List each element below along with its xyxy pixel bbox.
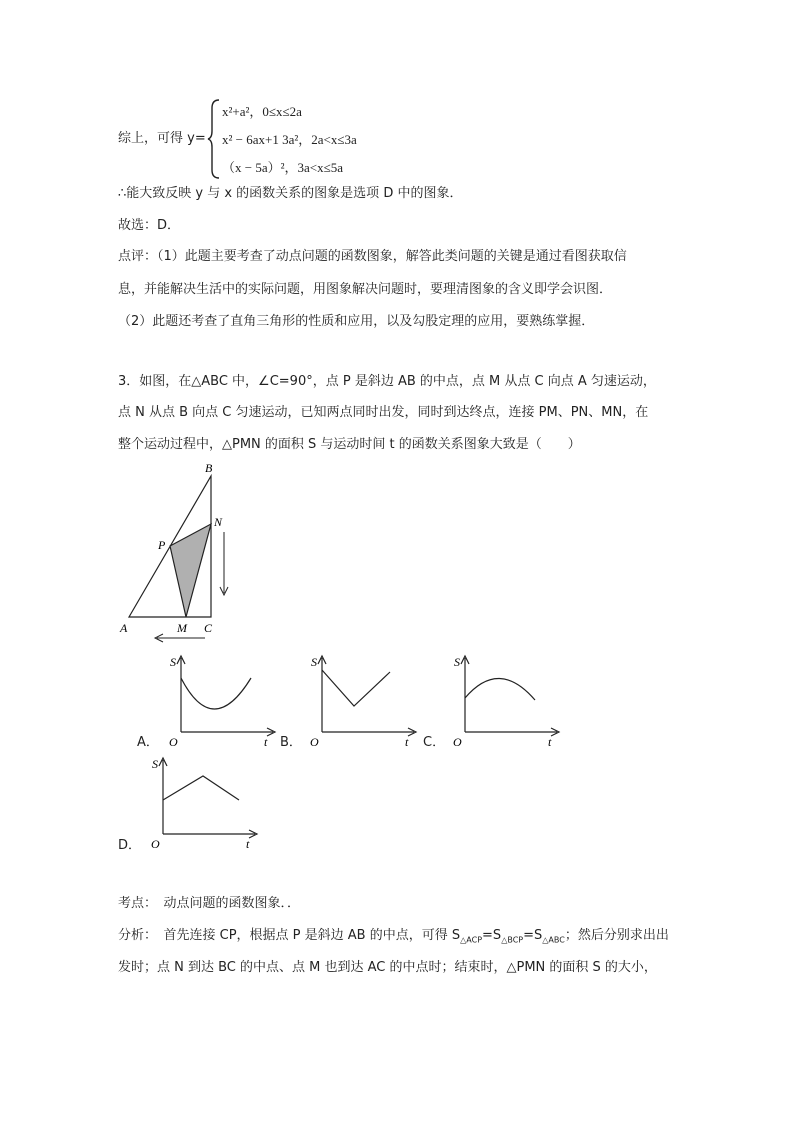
option-a-label: A． <box>137 735 159 750</box>
analysis-eq1: =S <box>482 928 502 943</box>
option-b-s: S <box>311 655 317 669</box>
label-p: P <box>158 538 166 552</box>
curve-peak <box>163 776 239 800</box>
comment-line-2: 息，并能解决生活中的实际问题，用图象解决问题时，要理清图象的含义即学会识图． <box>118 282 613 297</box>
option-b-label: B． <box>280 735 302 750</box>
option-c-o: O <box>453 735 462 749</box>
analysis-text-a: 分析： 首先连接 CP，根据点 P 是斜边 AB 的中点，可得 S <box>118 928 461 943</box>
analysis-text-b: ；然后分别求出出 <box>564 928 669 943</box>
option-c-label: C． <box>423 735 446 750</box>
case-3: （x − 5a）²，3a<x≤5a <box>222 160 344 175</box>
shaded-triangle-pmn <box>170 524 211 617</box>
option-a-graph <box>163 650 293 750</box>
option-b-graph <box>304 650 434 750</box>
case-2: x² − 6ax+1 3a²，2a<x≤3a <box>222 132 357 147</box>
option-c-t: t <box>548 735 552 749</box>
triangle-figure <box>115 460 275 650</box>
left-brace <box>207 98 221 180</box>
option-a-s: S <box>170 655 176 669</box>
kaodian: 考点： 动点问题的函数图象．． <box>118 896 301 911</box>
option-d-o: O <box>151 837 160 851</box>
label-m: M <box>177 621 187 635</box>
option-d-s: S <box>152 757 158 771</box>
option-d-t: t <box>246 837 250 851</box>
label-b: B <box>205 461 213 475</box>
sub-abc: △ABC <box>542 935 565 945</box>
analysis-line-1 <box>118 926 669 951</box>
label-a: A <box>120 621 128 635</box>
question-line-1: 3．如图，在△ABC 中，∠C=90°，点 P 是斜边 AB 的中点，点 M 从点 C 向点 A 匀速运动， <box>118 374 656 389</box>
comment-line-1: 点评：（1）此题主要考查了动点问题的函数图象，解答此类问题的关键是通过看图获取信 <box>118 249 627 264</box>
answer: 故选：D． <box>118 218 181 233</box>
question-line-2: 点 N 从点 B 向点 C 匀速运动，已知两点同时出发，同时到达终点，连接 PM、PN、MN，在 <box>118 405 649 420</box>
curve-arch <box>465 678 535 700</box>
option-c-s: S <box>454 655 460 669</box>
option-b-t: t <box>405 735 409 749</box>
analysis-line-2: 发时；点 N 到达 BC 的中点、点 M 也到达 AC 的中点时；结束时，△PMN 的面积 S 的大小， <box>118 960 657 975</box>
question-line-3: 整个运动过程中，△PMN 的面积 S 与运动时间 t 的函数关系图象大致是（ ） <box>118 437 581 452</box>
sub-bcp: △BCP <box>501 935 524 945</box>
analysis-eq2: =S <box>523 928 543 943</box>
label-c: C <box>204 621 213 635</box>
sub-acp: △ACP <box>460 935 483 945</box>
summary-prefix: 综上，可得 y= <box>118 131 206 146</box>
option-d-label: D． <box>118 838 142 853</box>
label-n: N <box>214 515 223 529</box>
curve-u-shape <box>181 678 251 709</box>
conclusion: ∴能大致反映 y 与 x 的函数关系的图象是选项 D 中的图象． <box>118 186 463 201</box>
option-a-t: t <box>264 735 268 749</box>
option-a-o: O <box>169 735 178 749</box>
curve-v-shape <box>322 670 390 706</box>
option-c-graph <box>447 650 577 750</box>
comment-line-3: （2）此题还考查了直角三角形的性质和应用，以及勾股定理的应用，要熟练掌握． <box>118 314 595 329</box>
option-b-o: O <box>310 735 319 749</box>
case-1: x²+a²，0≤x≤2a <box>222 104 302 119</box>
option-d-graph <box>145 752 275 852</box>
